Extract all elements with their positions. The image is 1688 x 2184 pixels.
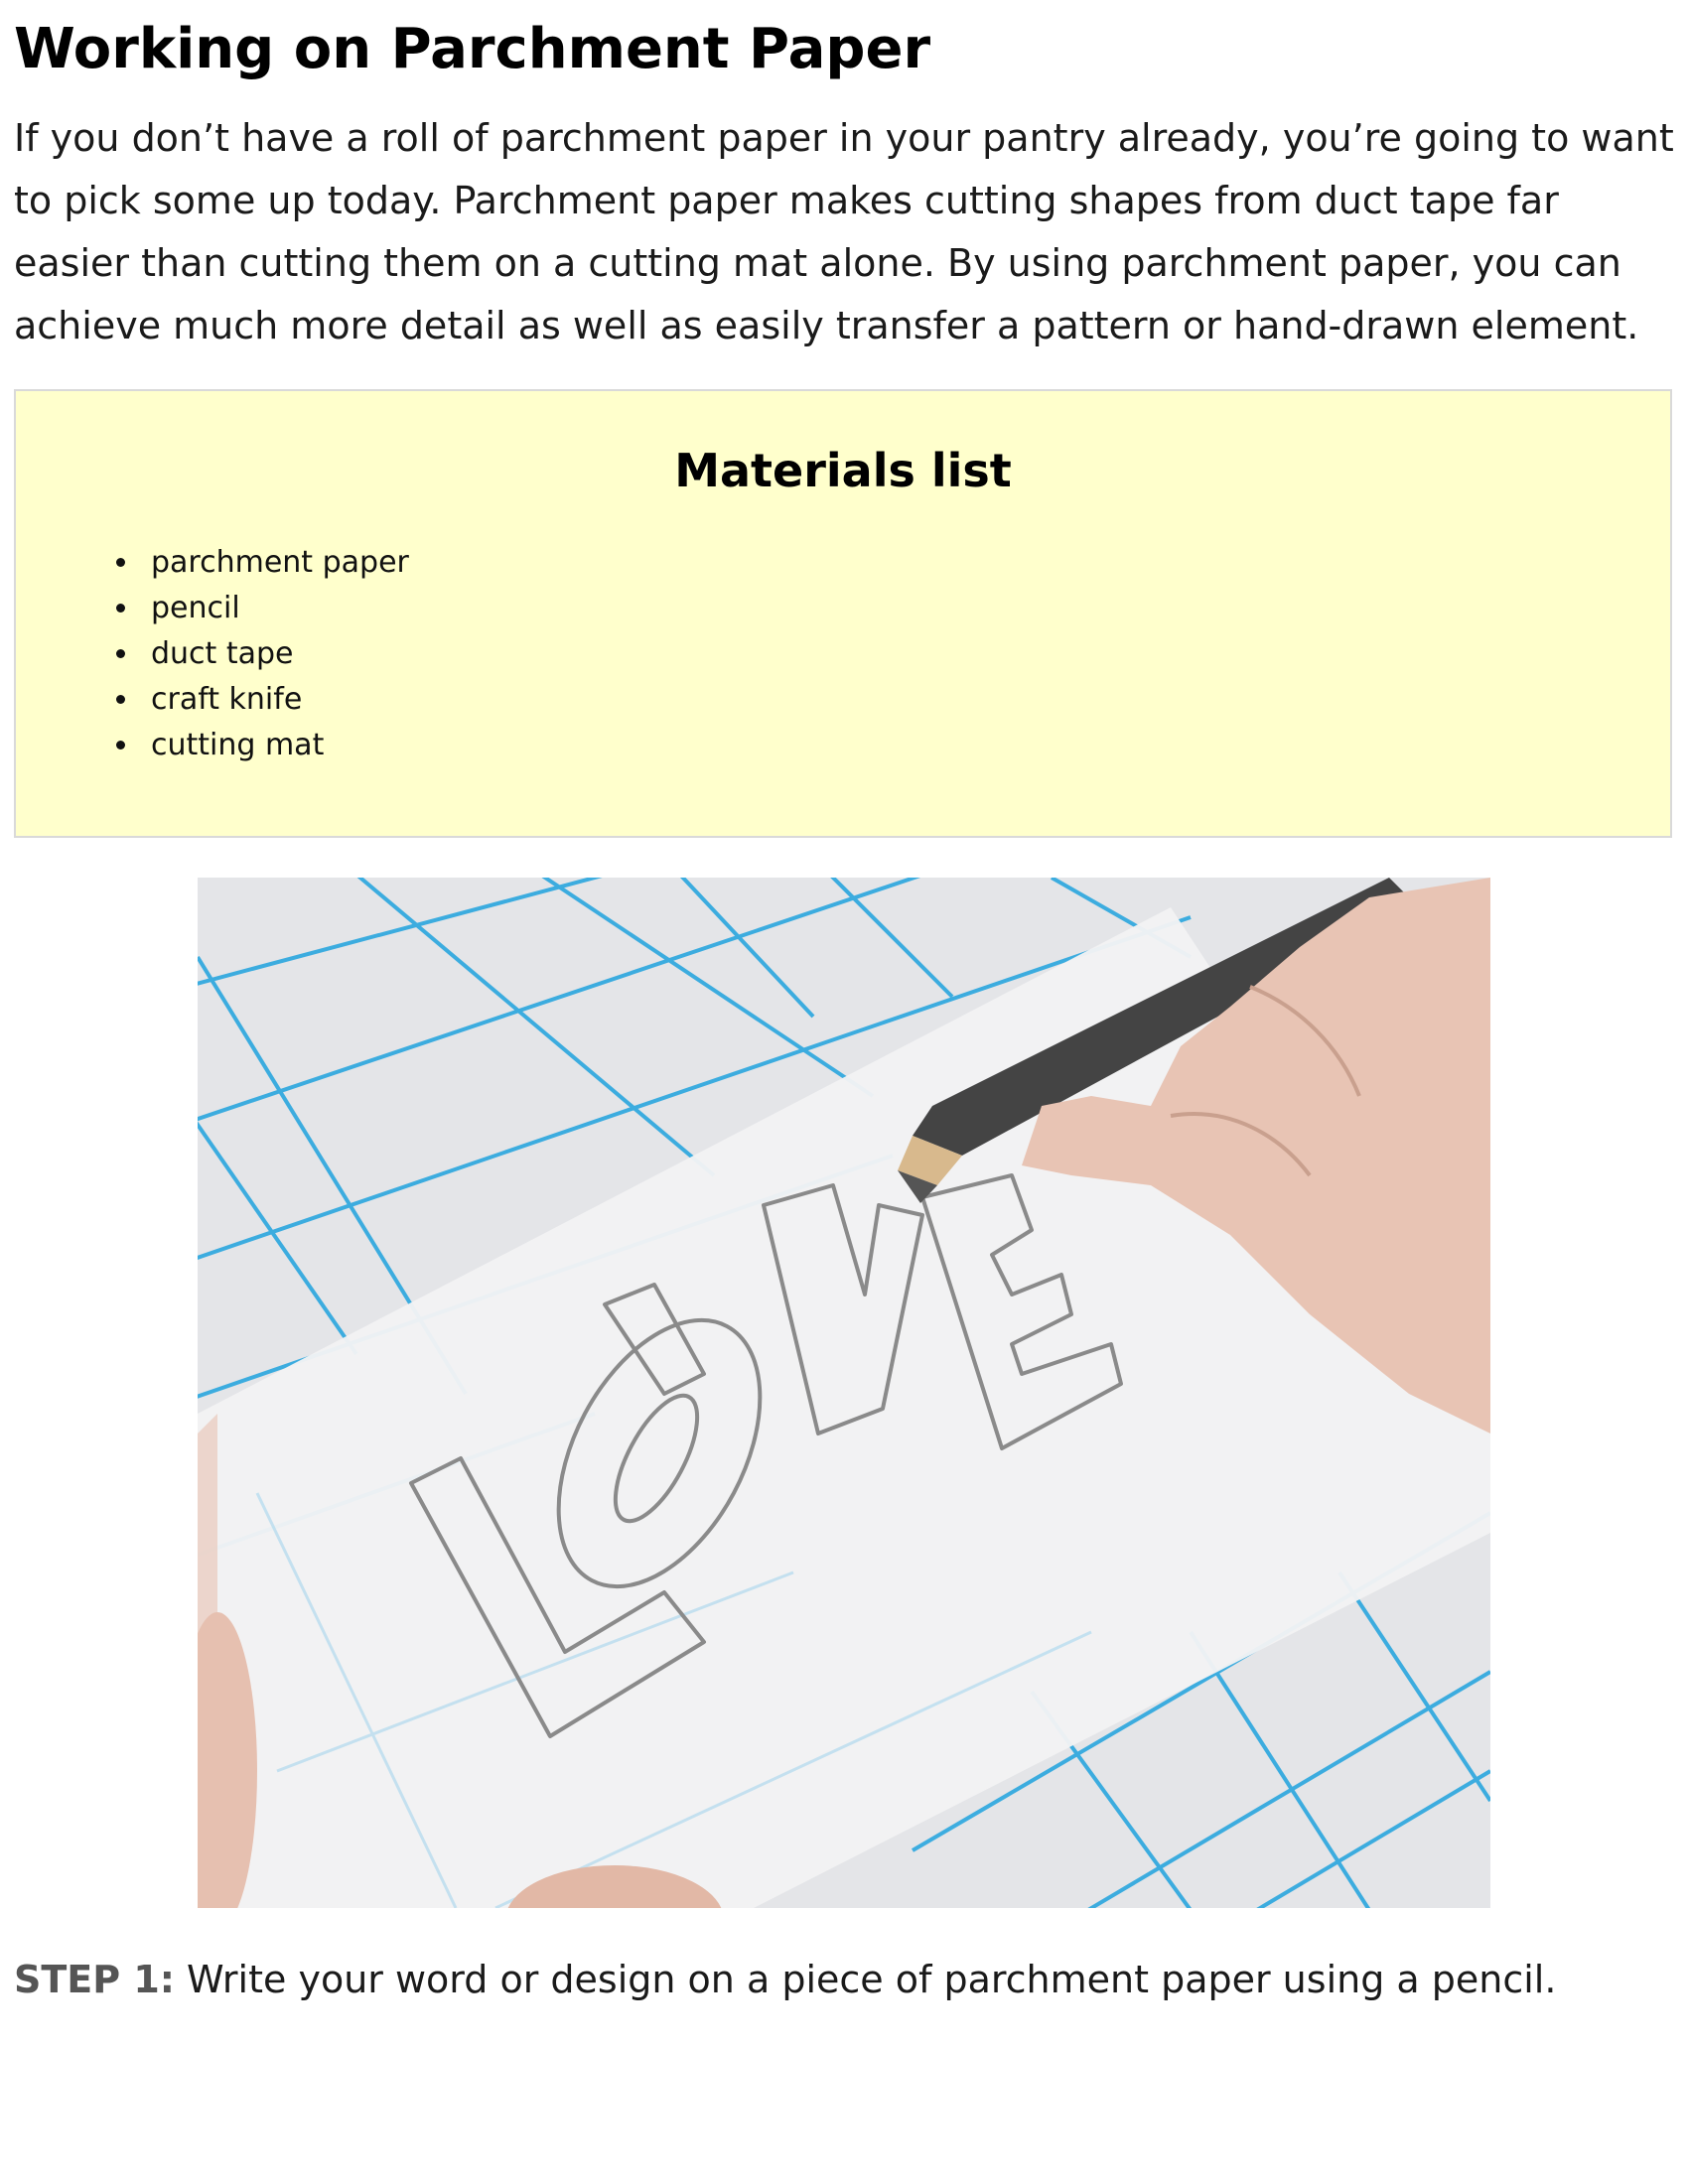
love-drawing-photo (198, 878, 1490, 1908)
step-text: Write your word or design on a piece of parchment paper using a pencil. (174, 1958, 1557, 2001)
photo-illustration (198, 878, 1490, 1908)
document-page (14, 14, 1674, 2001)
page-title: Working on Parchment Paper (14, 17, 931, 81)
list-item: • pencil (141, 586, 409, 631)
materials-title: Materials list (674, 444, 1012, 497)
materials-box (14, 389, 1672, 838)
materials-list (105, 540, 409, 768)
step-label: STEP 1: (14, 1958, 175, 2001)
step-1 (14, 1954, 1556, 2005)
list-item: • duct tape (141, 631, 409, 677)
list-item: • cutting mat (141, 723, 409, 768)
list-item: • parchment paper (141, 540, 409, 586)
intro-paragraph: If you don’t have a roll of parchment paper in your pantry already, you’re going to want to pick some up today. Parchment paper makes cutting shapes from duct tape far easier than cutting them on a cutting mat alone. By using parchment paper, you can achieve much more detail as well as easily transfer a pattern or hand-drawn element. (14, 116, 1674, 347)
list-item: • craft knife (141, 677, 409, 723)
